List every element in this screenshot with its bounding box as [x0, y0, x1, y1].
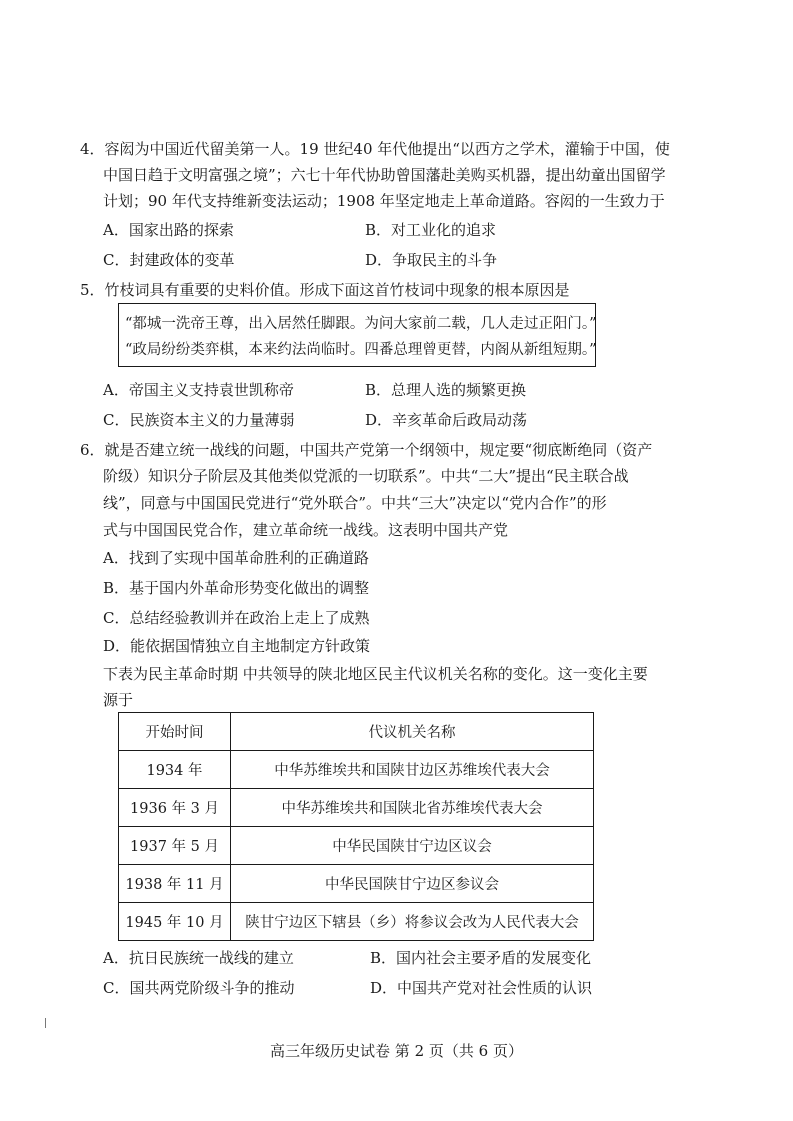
q6-line-1: 6．就是否建立统一战线的问题，中国共产党第一个纲领中，规定要“彻底断绝同（资产	[80, 441, 653, 459]
table-header-body-name: 代议机关名称	[231, 713, 594, 751]
table-row	[119, 789, 594, 827]
table-cell-name: 中华民国陕甘宁边区参议会	[231, 865, 594, 903]
table-row	[119, 865, 594, 903]
q5-stem: 5．竹枝词具有重要的史料价值。形成下面这首竹枝词中现象的根本原因是	[80, 281, 570, 299]
table-cell-time: 1934 年	[119, 751, 231, 789]
table-cell-name: 陕甘宁边区下辖县（乡）将参议会改为人民代表大会	[231, 903, 594, 941]
table-cell-time: 1945 年 10 月	[119, 903, 231, 941]
q5-option-b[interactable]: B．总理人选的频繁更换	[365, 381, 527, 399]
q4-line-1: 4．容闳为中国近代留美第一人。19 世纪40 年代他提出“以西方之学术，灌输于中国，使	[80, 140, 670, 158]
q4-option-b[interactable]: B．对工业化的追求	[365, 221, 497, 239]
page-footer: 高三年级历史试卷 第 2 页（共 6 页）	[270, 1042, 523, 1060]
q5-option-d[interactable]: D．辛亥革命后政局动荡	[365, 411, 528, 429]
q6-line-3: 线”，同意与中国国民党进行“党外联合”。中共“三大”决定以“党内合作”的形	[103, 494, 607, 512]
q7-line-2: 源于	[103, 691, 134, 709]
table-row	[119, 903, 594, 941]
q7-table	[118, 712, 594, 941]
q7-option-b[interactable]: B．国内社会主要矛盾的发展变化	[370, 949, 592, 967]
margin-mark	[45, 1018, 46, 1028]
q6-option-d[interactable]: D．能依据国情独立自主地制定方针政策	[103, 637, 371, 655]
q7-option-d[interactable]: D．中国共产党对社会性质的认识	[370, 979, 593, 997]
q4-line-2: 中国日趋于文明富强之境”；六七十年代协助曾国藩赴美购买机器，提出幼童出国留学	[103, 166, 666, 184]
table-cell-time: 1937 年 5 月	[119, 827, 231, 865]
table-row	[119, 827, 594, 865]
q5-option-a[interactable]: A．帝国主义支持袁世凯称帝	[103, 381, 294, 399]
q7-option-c[interactable]: C．国共两党阶级斗争的推动	[103, 979, 295, 997]
q5-quote-box	[118, 303, 596, 367]
q5-quote-line-2: “政局纷纷类弈棋，本来约法尚临时。四番总理曾更替，内阁从新组短期。”	[125, 342, 597, 358]
q4-option-d[interactable]: D．争取民主的斗争	[365, 251, 498, 269]
q6-line-4: 式与中国国民党合作，建立革命统一战线。这表明中国共产党	[103, 521, 509, 539]
table-row	[119, 751, 594, 789]
table-cell-time: 1936 年 3 月	[119, 789, 231, 827]
table-cell-name: 中华苏维埃共和国陕北省苏维埃代表大会	[231, 789, 594, 827]
table-cell-name: 中华苏维埃共和国陕甘边区苏维埃代表大会	[231, 751, 594, 789]
q6-option-a[interactable]: A．找到了实现中国革命胜利的正确道路	[103, 549, 369, 567]
q6-line-2: 阶级）知识分子阶层及其他类似党派的一切联系”。中共“二大”提出“民主联合战	[103, 467, 629, 485]
q5-quote-line-1: “都城一洗帝王尊，出入居然任脚跟。为问大家前二载，几人走过正阳门。”	[125, 316, 597, 332]
q6-option-c[interactable]: C．总结经验教训并在政治上走上了成熟	[103, 609, 370, 627]
q6-option-b[interactable]: B．基于国内外革命形势变化做出的调整	[103, 579, 370, 597]
table-cell-name: 中华民国陕甘宁边区议会	[231, 827, 594, 865]
table-cell-time: 1938 年 11 月	[119, 865, 231, 903]
q4-option-a[interactable]: A．国家出路的探索	[103, 221, 234, 239]
table-header-start-time: 开始时间	[119, 713, 231, 751]
q5-option-c[interactable]: C．民族资本主义的力量薄弱	[103, 411, 295, 429]
q4-line-3: 计划；90 年代支持维新变法运动；1908 年坚定地走上革命道路。容闳的一生致力于	[103, 192, 665, 210]
table-header-row	[119, 713, 594, 751]
q4-option-c[interactable]: C．封建政体的变革	[103, 251, 235, 269]
q7-option-a[interactable]: A．抗日民族统一战线的建立	[103, 949, 294, 967]
q7-line-1: 下表为民主革命时期 中共领导的陕北地区民主代议机关名称的变化。这一变化主要	[103, 665, 648, 683]
